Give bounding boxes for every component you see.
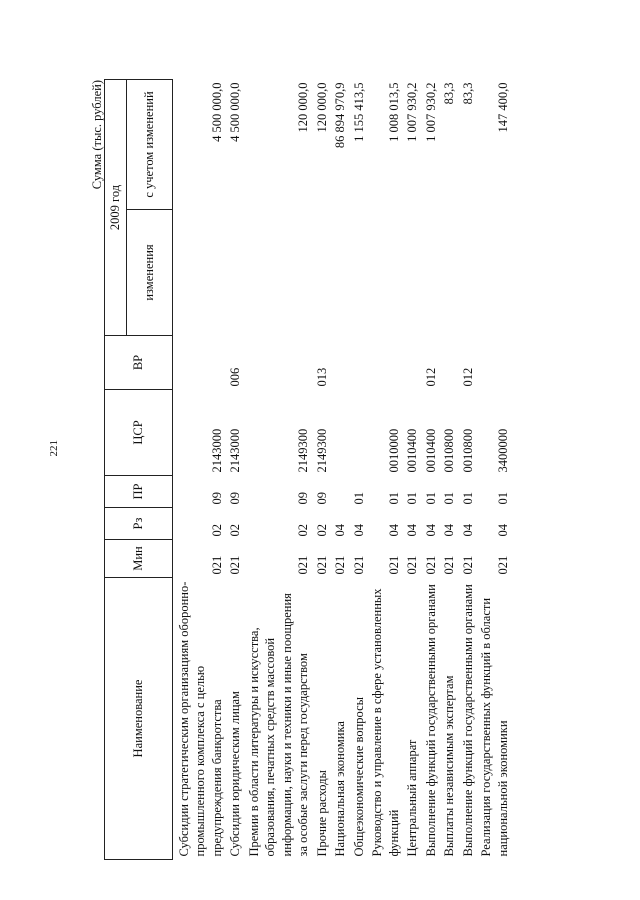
- row-changes: [422, 210, 441, 336]
- row-total: 4 500 000,0: [228, 82, 242, 142]
- row-pr: 01: [405, 492, 419, 505]
- row-min: 021: [405, 555, 419, 575]
- table-row: [350, 79, 369, 859]
- row-total: 1 007 930,2: [423, 82, 438, 142]
- row-name: Общеэкономические вопросы: [351, 696, 366, 857]
- row-pr: 01: [495, 492, 510, 505]
- row-total: 83,3: [442, 82, 456, 105]
- row-rz: 04: [460, 524, 475, 537]
- row-total: 4 500 000,0: [209, 82, 224, 142]
- table-header: [105, 79, 173, 859]
- row-min: 021: [228, 555, 242, 575]
- row-rz: 04: [495, 524, 510, 537]
- row-rz: 02: [209, 524, 224, 537]
- row-pr: 09: [209, 492, 224, 505]
- row-changes: [440, 210, 459, 336]
- row-csr: [350, 390, 369, 476]
- row-csr: 0010800: [442, 428, 456, 473]
- table-row: [440, 79, 459, 859]
- row-changes: [331, 210, 350, 336]
- row-name: Национальная экономика: [333, 721, 347, 857]
- row-changes: [245, 210, 313, 336]
- table-row: [226, 79, 245, 859]
- row-total: 147 400,0: [495, 82, 510, 133]
- header-changes: изменения: [126, 210, 172, 336]
- row-vr: 012: [423, 367, 438, 387]
- row-total: 120 000,0: [314, 82, 329, 133]
- row-changes: [403, 210, 422, 336]
- budget-table: [104, 79, 512, 860]
- header-with-changes: с учетом изменений: [126, 79, 172, 209]
- header-year: 2009 год: [105, 79, 127, 335]
- row-name: Премии в области литературы и искусства, образования, печатных средств массовой информации, науки и техники и иные поощрения за особые заслуги перед государством: [246, 593, 310, 857]
- row-csr: 2143000: [228, 428, 242, 473]
- table-row: [422, 79, 441, 859]
- row-pr: [331, 476, 350, 508]
- table-row: [368, 79, 403, 859]
- row-min: 021: [442, 555, 456, 575]
- row-csr: [331, 390, 350, 476]
- row-csr: 0010000: [386, 428, 401, 473]
- row-name: Выплаты независимым экспертам: [442, 675, 456, 857]
- header-pr: ПР: [105, 476, 173, 508]
- row-rz: 04: [351, 524, 366, 537]
- row-total: 83,3: [460, 82, 475, 105]
- row-name: Реализация государственных функций в области национальной экономики: [479, 597, 510, 857]
- row-name: Прочие расходы: [314, 770, 329, 857]
- row-total: 120 000,0: [296, 82, 310, 133]
- table-row: [477, 79, 512, 859]
- row-rz: 04: [442, 524, 456, 537]
- row-vr: 006: [228, 367, 242, 387]
- row-pr: 01: [423, 492, 438, 505]
- row-pr: 01: [351, 492, 366, 505]
- row-rz: 02: [296, 524, 310, 537]
- row-min: 021: [209, 555, 224, 575]
- row-changes: [313, 210, 332, 336]
- row-min: 021: [386, 555, 401, 575]
- row-name: Выполнение функций государственными органами: [460, 584, 475, 857]
- row-pr: 01: [386, 492, 401, 505]
- table-row: [172, 79, 226, 859]
- row-name: Субсидии юридическим лицам: [228, 691, 242, 857]
- header-rz: Рз: [105, 508, 173, 540]
- row-rz: 04: [423, 524, 438, 537]
- row-min: 021: [460, 555, 475, 575]
- row-total: 86 894 970,9: [333, 82, 347, 149]
- row-min: 021: [495, 555, 510, 575]
- row-min: 021: [423, 555, 438, 575]
- rotated-budget-table: [90, 80, 580, 860]
- row-changes: [350, 210, 369, 336]
- table-row: [403, 79, 422, 859]
- row-changes: [368, 210, 403, 336]
- unit-caption: Сумма (тыс. рублей): [90, 80, 104, 190]
- row-vr: 013: [314, 367, 329, 387]
- row-csr: 2149300: [296, 428, 310, 473]
- table-row: [331, 79, 350, 859]
- row-changes: [477, 210, 512, 336]
- row-rz: 04: [405, 524, 419, 537]
- header-csr: ЦСР: [105, 390, 173, 476]
- row-total: 1 155 413,5: [351, 82, 366, 142]
- row-vr: [350, 336, 369, 390]
- row-rz: 02: [314, 524, 329, 537]
- header-vr: ВР: [105, 336, 173, 390]
- row-name: Руководство и управление в сфере установленных функций: [370, 588, 401, 857]
- row-pr: 09: [228, 492, 242, 505]
- row-total: 1 007 930,2: [405, 82, 419, 142]
- row-name: Выполнение функций государственными органами: [423, 584, 438, 857]
- row-csr: 0010400: [405, 428, 419, 473]
- row-vr: [477, 336, 512, 390]
- row-rz: 02: [228, 524, 242, 537]
- table-body: [172, 79, 512, 859]
- row-rz: 04: [333, 524, 347, 537]
- row-min: 021: [333, 555, 347, 575]
- row-min: 021: [314, 555, 329, 575]
- row-vr: [245, 336, 313, 390]
- row-changes: [226, 210, 245, 336]
- page-number: 221: [48, 440, 60, 457]
- header-min: Мин: [105, 540, 173, 578]
- row-vr: [368, 336, 403, 390]
- row-csr: 2149300: [314, 428, 329, 473]
- table-row: [459, 79, 478, 859]
- row-changes: [459, 210, 478, 336]
- header-name: Наименование: [105, 578, 173, 860]
- row-csr: 0010800: [460, 428, 475, 473]
- row-rz: 04: [386, 524, 401, 537]
- row-pr: 01: [442, 492, 456, 505]
- row-vr: [403, 336, 422, 390]
- table-row: [245, 79, 313, 859]
- row-pr: 01: [460, 492, 475, 505]
- table-row: [313, 79, 332, 859]
- row-pr: 09: [296, 492, 310, 505]
- row-changes: [172, 210, 226, 336]
- row-csr: 0010400: [423, 428, 438, 473]
- row-vr: [331, 336, 350, 390]
- row-vr: [440, 336, 459, 390]
- row-name: Субсидии стратегическим организациям оборонно-промышленного комплекса с целью предупреждения банкротства: [176, 581, 224, 857]
- row-name: Центральный аппарат: [405, 739, 419, 857]
- row-csr: 2143000: [209, 428, 224, 473]
- row-min: 021: [351, 555, 366, 575]
- row-vr: [172, 336, 226, 390]
- row-csr: 3400000: [495, 428, 510, 473]
- row-total: 1 008 013,5: [386, 82, 401, 142]
- row-vr: 012: [460, 367, 475, 387]
- row-min: 021: [296, 555, 310, 575]
- row-pr: 09: [314, 492, 329, 505]
